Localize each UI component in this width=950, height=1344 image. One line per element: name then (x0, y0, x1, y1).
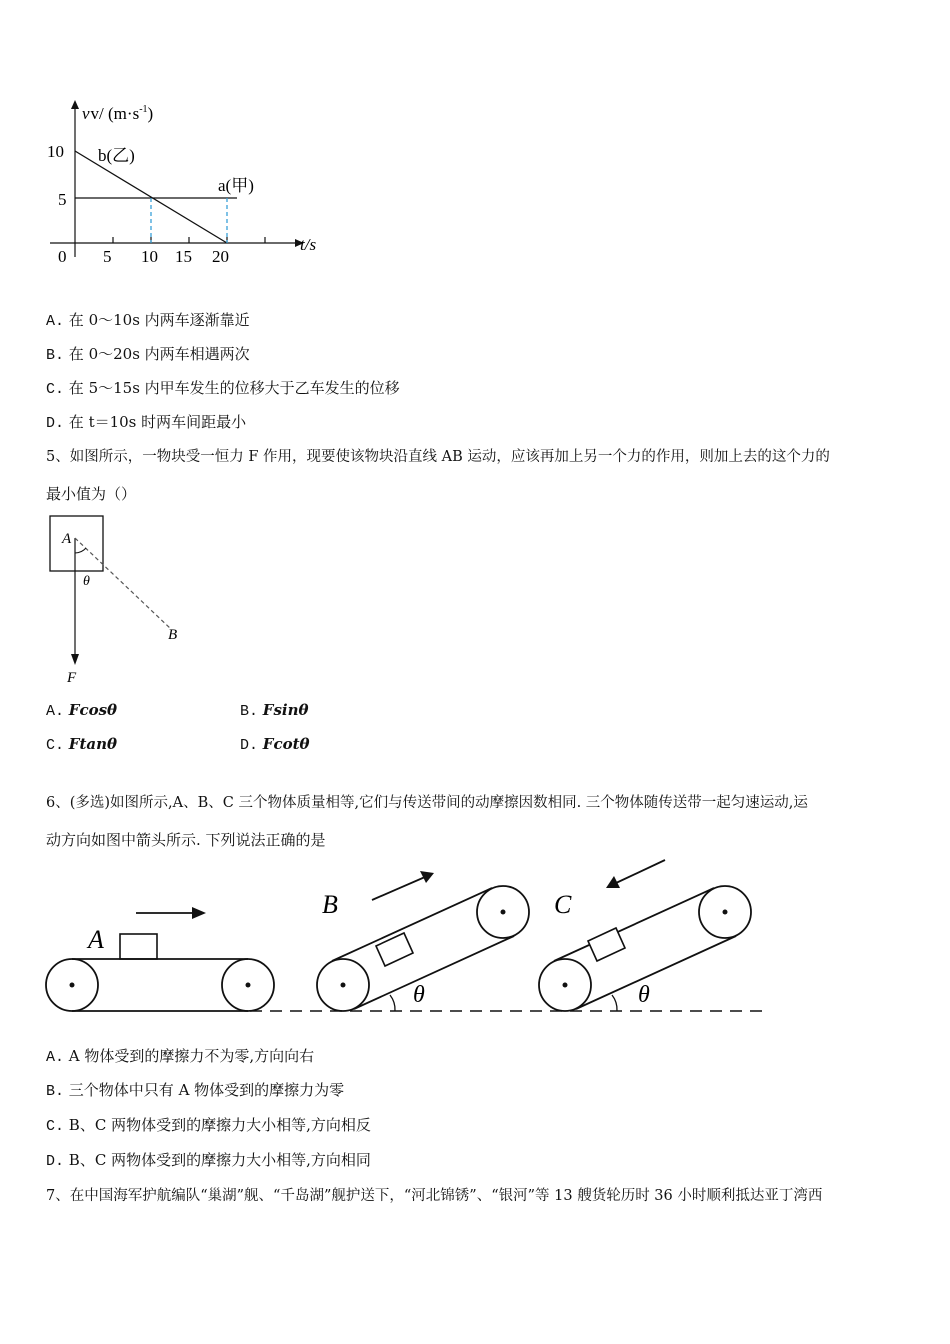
angle-theta: θ (83, 574, 90, 589)
belt-a (46, 907, 274, 1011)
y-axis-label: vv/ $(m\cdot s^{-1})$ (82, 104, 154, 123)
q5-option-b[interactable]: B. Fsinθ (240, 701, 309, 720)
label-a: A (88, 925, 104, 954)
force-f: F (67, 670, 77, 686)
origin-label: 0 (58, 247, 67, 266)
angle-c: θ (638, 982, 650, 1008)
block (50, 516, 103, 571)
block-a (120, 934, 157, 959)
x-tick-15: 15 (175, 247, 192, 266)
q6-option-b-text: 三个物体中只有 A 物体受到的摩擦力为零 (68, 1081, 345, 1099)
q5-option-d-text: Fcotθ (262, 735, 310, 753)
point-a: A (62, 531, 72, 547)
q6-figure (40, 855, 770, 1025)
q4-option-a-text: 在 0～10s 内两车逐渐靠近 (68, 311, 250, 329)
label-c: C (554, 890, 572, 919)
q6-stem-line2: 动方向如图中箭头所示. 下列说法正确的是 (46, 831, 326, 849)
angle-arc-c (612, 995, 617, 1011)
q5-option-a-text: Fcosθ (68, 701, 118, 719)
line-a-label: a(甲) (218, 176, 254, 195)
vt-graph (40, 95, 340, 275)
q4-option-a[interactable]: A. 在 0～10s 内两车逐渐靠近 (46, 311, 250, 330)
q6-option-a-text: A 物体受到的摩擦力不为零,方向向右 (68, 1047, 315, 1065)
x-tick-5: 5 (103, 247, 112, 266)
block-c (588, 928, 625, 961)
q5-option-c-text: Ftanθ (68, 735, 118, 753)
q4-option-b[interactable]: B. 在 0～20s 内两车相遇两次 (46, 345, 250, 364)
y-tick-5: 5 (58, 190, 67, 209)
arrow-c (616, 860, 665, 883)
x-tick-10: 10 (141, 247, 158, 266)
q5-option-c[interactable]: C. Ftanθ (46, 735, 118, 754)
point-b: B (168, 627, 178, 643)
q6-option-d[interactable]: D. B、C 两物体受到的摩擦力大小相等,方向相同 (46, 1151, 371, 1170)
q4-option-b-text: 在 0～20s 内两车相遇两次 (68, 345, 250, 363)
y-axis-arrow (71, 100, 79, 109)
y-tick-10: 10 (47, 142, 64, 161)
q4-option-d-text: 在 t＝10s 时两车间距最小 (68, 413, 247, 431)
x-axis-label: t/s (300, 235, 317, 254)
arrow-b (372, 877, 425, 900)
q4-option-d[interactable]: D. 在 t＝10s 时两车间距最小 (46, 413, 247, 432)
q6-option-c-text: B、C 两物体受到的摩擦力大小相等,方向相反 (68, 1116, 371, 1134)
q5-option-b-text: Fsinθ (262, 701, 309, 719)
belt-c (539, 860, 751, 1011)
q4-option-c-text: 在 5～15s 内甲车发生的位移大于乙车发生的位移 (68, 379, 400, 397)
q6-option-b[interactable]: B. 三个物体中只有 A 物体受到的摩擦力为零 (46, 1081, 345, 1100)
x-tick-20: 20 (212, 247, 229, 266)
angle-arc-b (390, 995, 395, 1011)
q6-option-a[interactable]: A. A 物体受到的摩擦力不为零,方向向右 (46, 1047, 315, 1066)
line-b-label: b(乙) (98, 146, 135, 165)
q6-option-d-text: B、C 两物体受到的摩擦力大小相等,方向相同 (68, 1151, 371, 1169)
q7-stem-line1: 7、在中国海军护航编队“巢湖”舰、“千岛湖”舰护送下，“河北锦锈”、“银河”等 13 艘货轮历时 36 小时顺利抵达亚丁湾西 (46, 1188, 823, 1204)
q5-stem-line1: 5、如图所示，一物块受一恒力 F 作用，现要使该物块沿直线 AB 运动，应该再加上另一个力的作用，则加上去的这个力的 (46, 449, 830, 465)
q5-figure (40, 508, 200, 688)
force-arrow (71, 654, 79, 665)
q4-option-c[interactable]: C. 在 5～15s 内甲车发生的位移大于乙车发生的位移 (46, 379, 400, 398)
label-b: B (322, 890, 338, 919)
q6-stem-line1: 6、(多选)如图所示,A、B、C 三个物体质量相等,它们与传送带间的动摩擦因数相同. 三个物体随传送带一起匀速运动,运 (46, 795, 808, 811)
q5-stem-line2: 最小值为（） (46, 485, 137, 503)
angle-arc (75, 548, 86, 553)
angle-b: θ (413, 982, 425, 1008)
belt-b (317, 871, 529, 1011)
q6-option-c[interactable]: C. B、C 两物体受到的摩擦力大小相等,方向相反 (46, 1116, 371, 1135)
q5-option-d[interactable]: D. Fcotθ (240, 735, 310, 754)
q5-option-a[interactable]: A. Fcosθ (46, 701, 118, 720)
